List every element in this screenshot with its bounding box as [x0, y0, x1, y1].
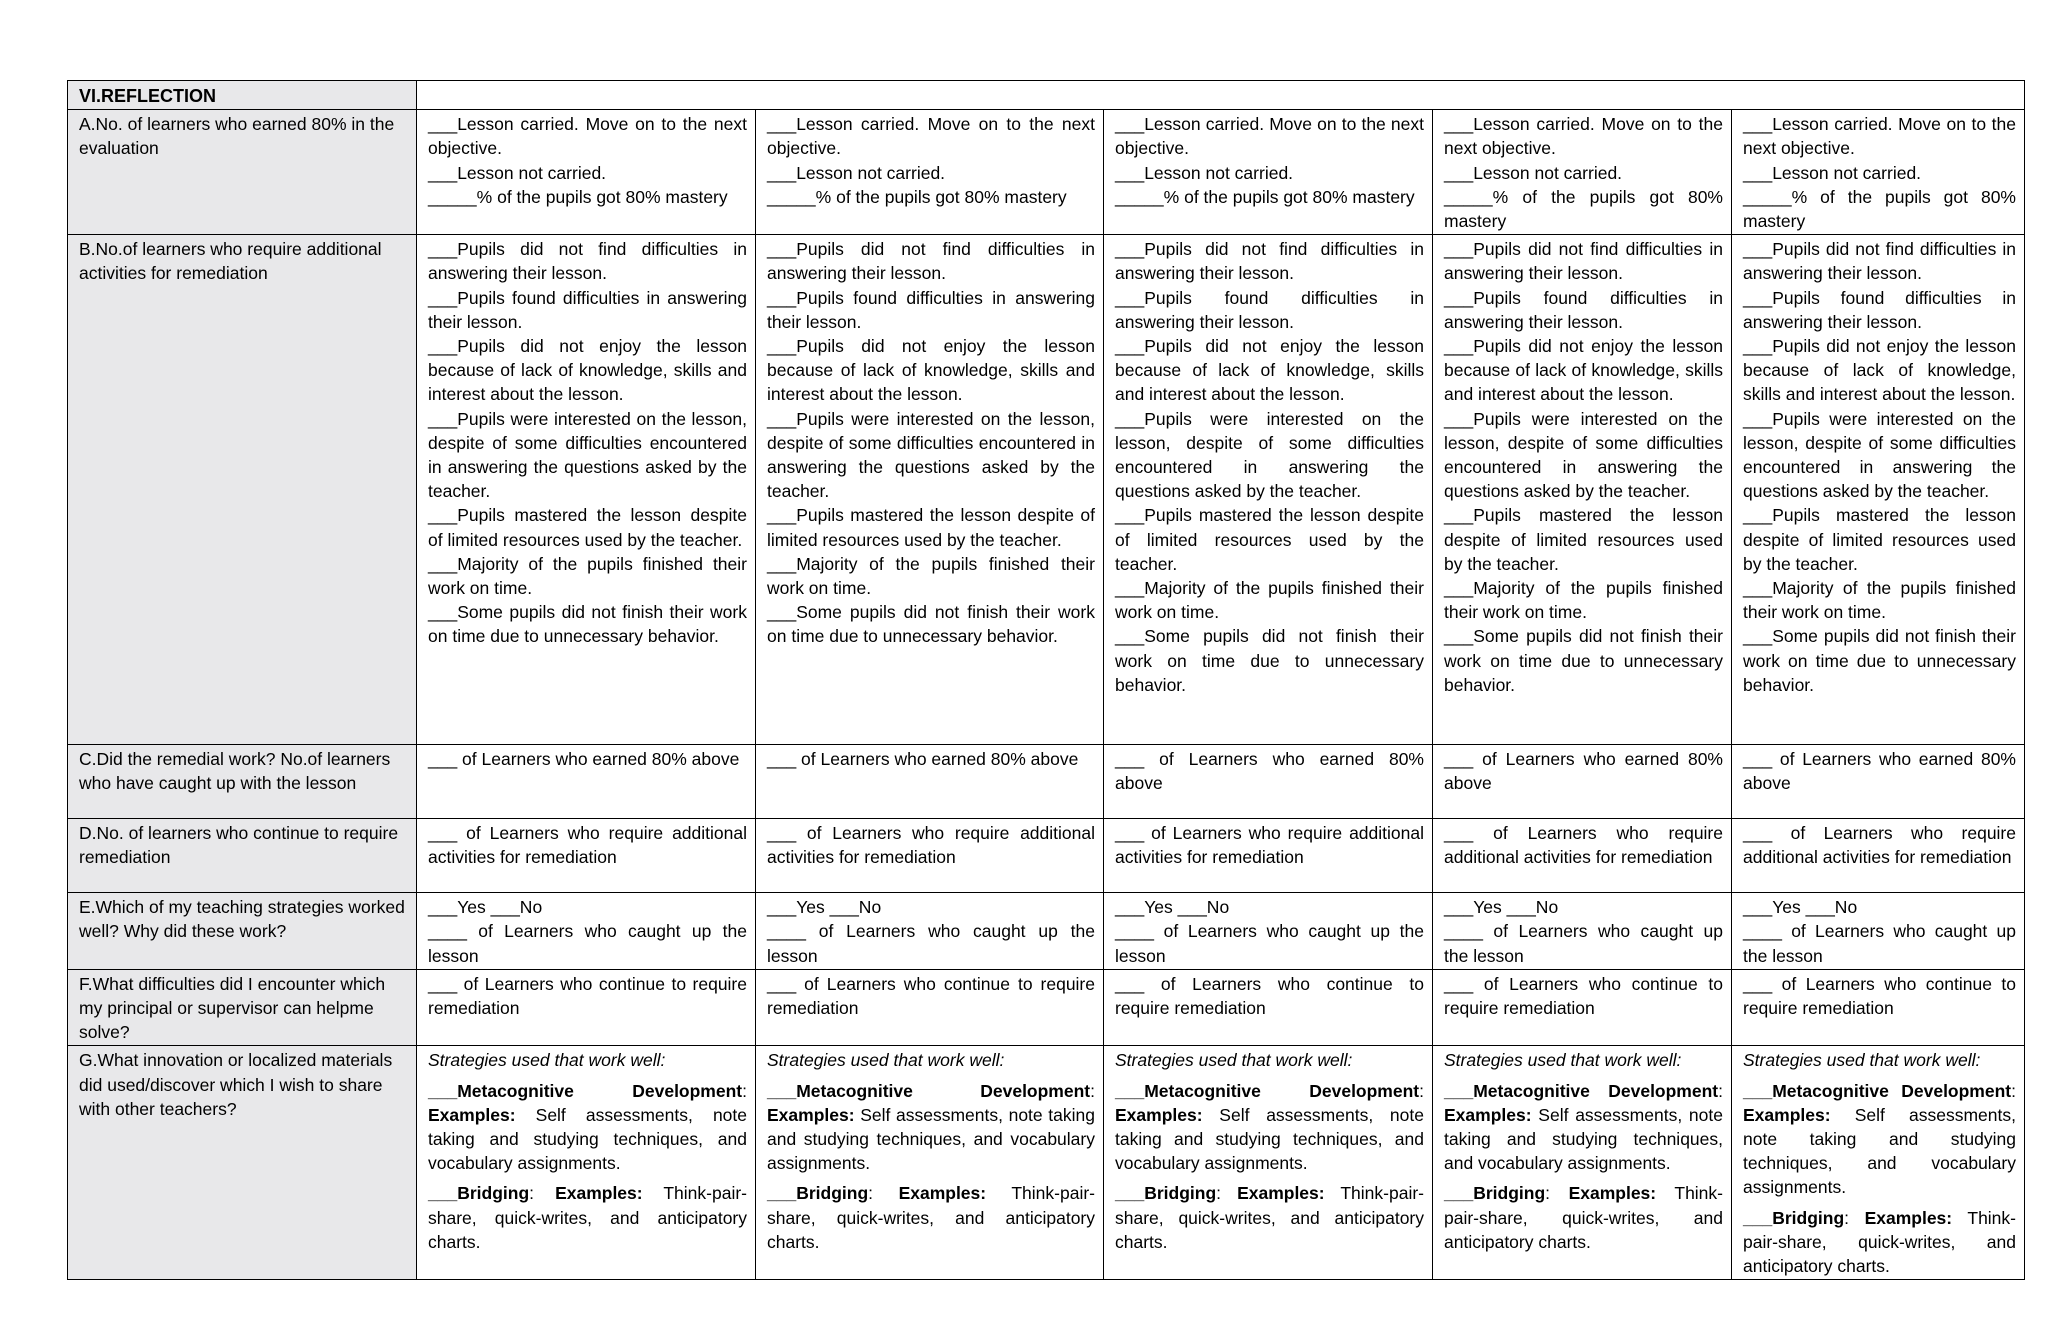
checklist-item: ___Pupils mastered the lesson despite of limited resources used by the teacher. [767, 505, 1095, 550]
checklist-item: ___Pupils found difficulties in answering their lesson. [767, 287, 1095, 332]
metacognitive-examples: Self assessments, note taking and studying techniques, and vocabulary assignments. [1743, 1104, 2016, 1198]
row-a [68, 110, 2025, 235]
bridging-strategy: ___Bridging: Examples: Think-pair-share, quick-writes, and anticipatory charts. [1115, 1183, 1424, 1252]
row-e-cell-1 [417, 893, 756, 970]
checklist-item: ___Pupils found difficulties in answering their lesson. [428, 287, 747, 332]
checklist-item: _____% of the pupils got 80% mastery [1115, 186, 1415, 207]
checklist-item: ___Pupils were interested on the lesson, despite of some difficulties encountered in answering the questions asked by the teacher. [1115, 408, 1424, 502]
row-g-label: G.What innovation or localized materials did used/discover which I wish to share with other teachers? [68, 1046, 417, 1280]
yes-no-options: ___Yes ___No [1444, 897, 1559, 918]
checklist-item: ___Lesson carried. Move on to the next objective. [1115, 114, 1424, 159]
checklist-item: ___Lesson carried. Move on to the next objective. [1444, 114, 1723, 159]
metacognitive-strategy: ___Metacognitive Development: Examples: Self assessments, note taking and studying techniques, and vocabulary assignments. [767, 1080, 1095, 1174]
cell-text: ____ of Learners who caught up the lesson [767, 921, 1095, 966]
checklist-item: ___Lesson not carried. [1444, 162, 1623, 183]
row-e-cell-3 [1104, 893, 1433, 970]
row-c-cell-3 [1104, 745, 1433, 819]
checklist-item: ___Pupils did not enjoy the lesson because of lack of knowledge, skills and interest about the lesson. [1115, 336, 1424, 405]
row-e-cell-5 [1732, 893, 2025, 970]
checklist-item: ___Pupils did not enjoy the lesson because of lack of knowledge, skills and interest about the lesson. [767, 336, 1095, 405]
bridging-title: ___Bridging [1444, 1183, 1546, 1204]
row-d-cell-1 [417, 819, 756, 893]
row-c-cell-2 [756, 745, 1104, 819]
cell-text: ___ of Learners who require additional activities for remediation [1115, 823, 1424, 868]
row-c-cell-5 [1732, 745, 2025, 819]
row-d-cell-2 [756, 819, 1104, 893]
checklist-item: ___Lesson not carried. [428, 162, 607, 183]
bridging-examples: Think-pair-share, quick-writes, and anticipatory charts. [1743, 1207, 2016, 1277]
bridging-examples-label: Examples: [1864, 1207, 1953, 1228]
row-c [68, 745, 2025, 819]
reflection-table [67, 80, 2025, 1280]
metacognitive-examples-label: Examples: [1444, 1104, 1532, 1125]
bridging-examples-label: Examples: [1568, 1183, 1657, 1204]
header-blank-cell [417, 81, 2025, 110]
row-f-cell-4 [1433, 969, 1732, 1046]
metacognitive-examples: Self assessments, note taking and studying techniques, and vocabulary assignments. [428, 1104, 747, 1174]
row-a-cell-2 [756, 110, 1104, 235]
bridging-strategy: ___Bridging: Examples: Think-pair-share, quick-writes, and anticipatory charts. [767, 1183, 1095, 1252]
metacognitive-title: ___Metacognitive Development [767, 1080, 1091, 1101]
metacognitive-title: ___Metacognitive Development [1444, 1080, 1719, 1101]
row-c-cell-1 [417, 745, 756, 819]
cell-text: ___ of Learners who continue to require remediation [1115, 973, 1424, 1019]
strategies-heading: Strategies used that work well: [428, 1050, 666, 1071]
metacognitive-examples: Self assessments, note taking and studying techniques, and vocabulary assignments. [1444, 1104, 1723, 1174]
checklist-item: ___Pupils mastered the lesson despite of limited resources used by the teacher. [1743, 505, 2016, 574]
strategies-heading: Strategies used that work well: [767, 1050, 1005, 1071]
checklist-item: ___Some pupils did not finish their work on time due to unnecessary behavior. [1743, 626, 2016, 695]
checklist-item: ___Lesson carried. Move on to the next objective. [428, 114, 747, 159]
checklist-item: ___Pupils were interested on the lesson, despite of some difficulties encountered in answering the questions asked by the teacher. [1743, 408, 2016, 502]
metacognitive-title: ___Metacognitive Development [428, 1080, 743, 1101]
checklist-item: ___Pupils did not find difficulties in answering their lesson. [1444, 239, 1723, 284]
metacognitive-strategy: ___Metacognitive Development: Examples: Self assessments, note taking and studying techniques, and vocabulary assignments. [1444, 1080, 1723, 1174]
checklist-item: ___Some pupils did not finish their work on time due to unnecessary behavior. [1444, 626, 1723, 695]
row-f-cell-1 [417, 969, 756, 1046]
checklist-item: ___Majority of the pupils finished their work on time. [1444, 578, 1723, 623]
row-b-cell-5 [1732, 235, 2025, 745]
row-d-cell-3 [1104, 819, 1433, 893]
metacognitive-strategy: ___Metacognitive Development: Examples: Self assessments, note taking and studying techniques, and vocabulary assignments. [428, 1080, 747, 1174]
cell-text: ___ of Learners who continue to require remediation [428, 973, 747, 1019]
yes-no-options: ___Yes ___No [767, 897, 882, 918]
row-c-label: C.Did the remedial work? No.of learners who have caught up with the lesson [68, 745, 417, 819]
row-b-cell-4 [1433, 235, 1732, 745]
checklist-item: ___Majority of the pupils finished their work on time. [1743, 578, 2016, 623]
row-g-cell-3 [1104, 1046, 1433, 1280]
checklist-item: ___Pupils did not enjoy the lesson because of lack of knowledge, skills and interest about the lesson. [1444, 336, 1723, 405]
bridging-title: ___Bridging [767, 1183, 869, 1204]
row-f-label: F.What difficulties did I encounter which my principal or supervisor can helpme solve? [68, 969, 417, 1046]
checklist-item: ___Pupils did not enjoy the lesson because of lack of knowledge, skills and interest about the lesson. [1743, 336, 2016, 405]
row-d-cell-5 [1732, 819, 2025, 893]
checklist-item: ___Pupils were interested on the lesson, despite of some difficulties encountered in answering the questions asked by the teacher. [428, 408, 747, 502]
row-g-cell-5 [1732, 1046, 2025, 1280]
reflection-sheet [67, 80, 2024, 1280]
checklist-item: ___Majority of the pupils finished their work on time. [428, 553, 747, 599]
row-g-cell-2 [756, 1046, 1104, 1280]
row-d-cell-4 [1433, 819, 1732, 893]
checklist-item: _____% of the pupils got 80% mastery [1743, 186, 2016, 232]
yes-no-options: ___Yes ___No [428, 897, 543, 918]
row-e-cell-2 [756, 893, 1104, 970]
row-f-cell-2 [756, 969, 1104, 1046]
metacognitive-examples: Self assessments, note taking and studying techniques, and vocabulary assignments. [767, 1104, 1095, 1174]
row-c-cell-4 [1433, 745, 1732, 819]
cell-text: ___ of Learners who require additional activities for remediation [1743, 823, 2016, 868]
row-g-cell-1 [417, 1046, 756, 1280]
bridging-examples-label: Examples: [1237, 1183, 1325, 1204]
checklist-item: ___Lesson not carried. [1115, 162, 1294, 183]
bridging-strategy: ___Bridging: Examples: Think-pair-share, quick-writes, and anticipatory charts. [428, 1183, 747, 1252]
section-title: VI.REFLECTION [68, 81, 417, 110]
bridging-examples: Think-pair-share, quick-writes, and anticipatory charts. [767, 1183, 1095, 1252]
bridging-title: ___Bridging [1743, 1207, 1845, 1228]
checklist-item: ___Pupils did not enjoy the lesson because of lack of knowledge, skills and interest about the lesson. [428, 336, 747, 405]
checklist-item: _____% of the pupils got 80% mastery [428, 186, 728, 207]
checklist-item: ___Pupils mastered the lesson despite of limited resources used by the teacher. [1444, 505, 1723, 574]
metacognitive-examples-label: Examples: [428, 1104, 516, 1125]
checklist-item: ___Pupils mastered the lesson despite of limited resources used by the teacher. [1115, 505, 1424, 574]
checklist-item: ___Pupils did not find difficulties in answering their lesson. [1743, 239, 2016, 284]
cell-text: ___ of Learners who earned 80% above [428, 749, 740, 770]
row-d [68, 819, 2025, 893]
metacognitive-examples: Self assessments, note taking and studying techniques, and vocabulary assignments. [1115, 1104, 1424, 1174]
metacognitive-title: ___Metacognitive Development [1115, 1080, 1420, 1101]
checklist-item: ___Majority of the pupils finished their work on time. [767, 553, 1095, 599]
row-f-cell-5 [1732, 969, 2025, 1046]
checklist-item: ___Lesson not carried. [1743, 162, 1922, 183]
metacognitive-strategy: ___Metacognitive Development: Examples: Self assessments, note taking and studying techniques, and vocabulary assignments. [1743, 1080, 2016, 1198]
row-e [68, 893, 2025, 970]
checklist-item: ___Pupils found difficulties in answering their lesson. [1743, 287, 2016, 332]
checklist-item: ___Pupils mastered the lesson despite of limited resources used by the teacher. [428, 505, 747, 550]
cell-text: ____ of Learners who caught up the lesson [1444, 921, 1723, 966]
row-b-cell-2 [756, 235, 1104, 745]
row-b [68, 235, 2025, 745]
cell-text: ___ of Learners who earned 80% above [1743, 749, 2016, 794]
cell-text: ___ of Learners who earned 80% above [767, 749, 1079, 770]
checklist-item: ___Pupils found difficulties in answering their lesson. [1115, 287, 1424, 332]
checklist-item: ___Pupils did not find difficulties in answering their lesson. [1115, 239, 1424, 284]
cell-text: ___ of Learners who require additional activities for remediation [428, 823, 747, 868]
cell-text: ____ of Learners who caught up the lesson [1743, 921, 2016, 966]
strategies-heading: Strategies used that work well: [1444, 1050, 1682, 1071]
bridging-examples: Think-pair-share, quick-writes, and anticipatory charts. [428, 1183, 747, 1252]
cell-text: ____ of Learners who caught up the lesson [428, 921, 747, 966]
checklist-item: ___Pupils did not find difficulties in answering their lesson. [767, 239, 1095, 284]
metacognitive-examples-label: Examples: [1743, 1104, 1831, 1125]
row-d-label: D.No. of learners who continue to require remediation [68, 819, 417, 893]
header-row [68, 81, 2025, 110]
row-a-cell-5 [1732, 110, 2025, 235]
row-g-cell-4 [1433, 1046, 1732, 1280]
row-a-cell-1 [417, 110, 756, 235]
row-e-cell-4 [1433, 893, 1732, 970]
bridging-examples: Think-pair-share, quick-writes, and anticipatory charts. [1444, 1183, 1723, 1252]
checklist-item: _____% of the pupils got 80% mastery [767, 186, 1067, 207]
cell-text: ___ of Learners who require additional activities for remediation [1444, 823, 1723, 868]
metacognitive-title: ___Metacognitive Development [1743, 1080, 2012, 1101]
cell-text: ____ of Learners who caught up the lesson [1115, 921, 1424, 966]
bridging-examples: Think-pair-share, quick-writes, and anticipatory charts. [1115, 1183, 1424, 1252]
checklist-item: ___Lesson not carried. [767, 162, 946, 183]
strategies-heading: Strategies used that work well: [1115, 1050, 1353, 1071]
row-e-label: E.Which of my teaching strategies worked well? Why did these work? [68, 893, 417, 970]
row-a-label: A.No. of learners who earned 80% in the evaluation [68, 110, 417, 235]
metacognitive-examples-label: Examples: [767, 1104, 855, 1125]
checklist-item: ___Pupils were interested on the lesson, despite of some difficulties encountered in answering the questions asked by the teacher. [1444, 408, 1723, 502]
yes-no-options: ___Yes ___No [1743, 897, 1858, 918]
row-b-cell-1 [417, 235, 756, 745]
row-a-cell-4 [1433, 110, 1732, 235]
bridging-strategy: ___Bridging: Examples: Think-pair-share, quick-writes, and anticipatory charts. [1444, 1183, 1723, 1252]
checklist-item: ___Pupils found difficulties in answering their lesson. [1444, 287, 1723, 332]
bridging-examples-label: Examples: [555, 1183, 643, 1204]
checklist-item: ___Lesson carried. Move on to the next objective. [767, 114, 1095, 159]
cell-text: ___ of Learners who earned 80% above [1444, 749, 1723, 794]
checklist-item: ___Some pupils did not finish their work on time due to unnecessary behavior. [1115, 626, 1424, 695]
checklist-item: ___Lesson carried. Move on to the next objective. [1743, 114, 2016, 159]
bridging-examples-label: Examples: [898, 1183, 987, 1204]
metacognitive-examples-label: Examples: [1115, 1104, 1203, 1125]
strategies-heading: Strategies used that work well: [1743, 1050, 1981, 1071]
row-a-cell-3 [1104, 110, 1433, 235]
bridging-title: ___Bridging [428, 1183, 530, 1204]
row-f-cell-3 [1104, 969, 1433, 1046]
yes-no-options: ___Yes ___No [1115, 897, 1230, 918]
cell-text: ___ of Learners who continue to require remediation [1743, 973, 2016, 1019]
cell-text: ___ of Learners who continue to require remediation [1444, 973, 1723, 1019]
checklist-item: _____% of the pupils got 80% mastery [1444, 186, 1723, 232]
bridging-strategy: ___Bridging: Examples: Think-pair-share, quick-writes, and anticipatory charts. [1743, 1207, 2016, 1277]
row-b-label: B.No.of learners who require additional activities for remediation [68, 235, 417, 745]
checklist-item: ___Pupils were interested on the lesson, despite of some difficulties encountered in answering the questions asked by the teacher. [767, 408, 1095, 502]
checklist-item: ___Some pupils did not finish their work on time due to unnecessary behavior. [428, 602, 747, 647]
metacognitive-strategy: ___Metacognitive Development: Examples: Self assessments, note taking and studying techniques, and vocabulary assignments. [1115, 1080, 1424, 1174]
row-b-cell-3 [1104, 235, 1433, 745]
checklist-item: ___Pupils did not find difficulties in answering their lesson. [428, 239, 747, 284]
row-f [68, 969, 2025, 1046]
row-g [68, 1046, 2025, 1280]
checklist-item: ___Majority of the pupils finished their work on time. [1115, 578, 1424, 623]
cell-text: ___ of Learners who continue to require remediation [767, 973, 1095, 1019]
checklist-item: ___Some pupils did not finish their work on time due to unnecessary behavior. [767, 602, 1095, 647]
cell-text: ___ of Learners who require additional activities for remediation [767, 823, 1095, 868]
bridging-title: ___Bridging [1115, 1183, 1217, 1204]
cell-text: ___ of Learners who earned 80% above [1115, 749, 1424, 794]
